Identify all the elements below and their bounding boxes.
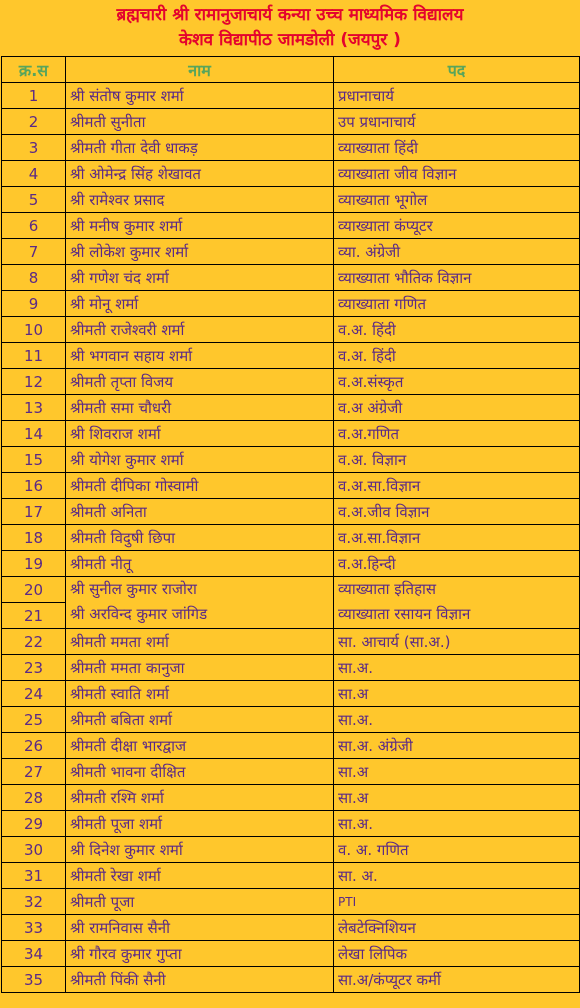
serial-number-cell: 1 (2, 83, 66, 109)
staff-table-body (2, 83, 580, 993)
name-cell: श्री लोकेश कुमार शर्मा (66, 239, 334, 265)
post-cell: व.अ.सा.विज्ञान (334, 525, 580, 551)
table-row (2, 889, 580, 915)
table-row (2, 629, 580, 655)
post-cell: सा.अ (334, 759, 580, 785)
post-cell: व.अ.जीव विज्ञान (334, 499, 580, 525)
name-cell: श्रीमती अनिता (66, 499, 334, 525)
name-cell: श्रीमती नीतू (66, 551, 334, 577)
name-cell: श्रीमती पूजा शर्मा (66, 811, 334, 837)
table-row (2, 915, 580, 941)
name-cell: श्री गौरव कुमार गुप्ता (66, 941, 334, 967)
table-row (2, 655, 580, 681)
serial-number-cell: 24 (2, 681, 66, 707)
table-row (2, 317, 580, 343)
post-cell: सा.अ (334, 681, 580, 707)
table-row (2, 577, 580, 603)
name-cell: श्री मनीष कुमार शर्मा (66, 213, 334, 239)
serial-number-cell: 7 (2, 239, 66, 265)
column-header-sn: क्र.स (2, 57, 66, 83)
serial-number-cell: 35 (2, 967, 66, 993)
serial-number-cell: 30 (2, 837, 66, 863)
table-row (2, 395, 580, 421)
name-cell: श्रीमती गीता देवी धाकड़ (66, 135, 334, 161)
table-row (2, 343, 580, 369)
name-cell: श्री योगेश कुमार शर्मा (66, 447, 334, 473)
table-row (2, 863, 580, 889)
serial-number-cell: 9 (2, 291, 66, 317)
serial-number-cell: 23 (2, 655, 66, 681)
table-row (2, 369, 580, 395)
table-row (2, 551, 580, 577)
table-header-row (2, 57, 580, 83)
name-cell: श्रीमती तृप्ता विजय (66, 369, 334, 395)
name-cell: श्रीमती समा चौधरी (66, 395, 334, 421)
post-cell: व्याख्याता गणित (334, 291, 580, 317)
table-row (2, 837, 580, 863)
table-row (2, 499, 580, 525)
name-cell: श्री ओमेन्द्र सिंह शेखावत (66, 161, 334, 187)
post-cell: व्याख्याता हिंदी (334, 135, 580, 161)
serial-number-cell: 15 (2, 447, 66, 473)
name-cell: श्रीमती ममता कानुजा (66, 655, 334, 681)
name-cell: श्री शिवराज शर्मा (66, 421, 334, 447)
serial-number-cell: 26 (2, 733, 66, 759)
serial-number-cell: 6 (2, 213, 66, 239)
name-cell: श्रीमती दीक्षा भारद्वाज (66, 733, 334, 759)
table-row (2, 759, 580, 785)
post-cell: उप प्रधानाचार्य (334, 109, 580, 135)
serial-number-cell: 13 (2, 395, 66, 421)
table-row (2, 525, 580, 551)
name-cell: श्री संतोष कुमार शर्मा (66, 83, 334, 109)
serial-number-cell: 25 (2, 707, 66, 733)
post-cell: व. अ. गणित (334, 837, 580, 863)
name-cell: श्री रामनिवास सैनी (66, 915, 334, 941)
name-cell: श्रीमती सुनीता (66, 109, 334, 135)
name-cell: श्रीमती पूजा (66, 889, 334, 915)
serial-number-cell: 28 (2, 785, 66, 811)
table-row (2, 135, 580, 161)
post-cell: व.अ.हिन्दी (334, 551, 580, 577)
table-row (2, 811, 580, 837)
post-cell: व्याख्याता रसायन विज्ञान (338, 605, 471, 623)
serial-number-cell: 20 (2, 577, 66, 603)
table-row (2, 473, 580, 499)
post-cell: व.अ.गणित (334, 421, 580, 447)
name-cell: श्री भगवान सहाय शर्मा (66, 343, 334, 369)
table-row (2, 707, 580, 733)
post-cell: सा. आचार्य (सा.अ.) (334, 629, 580, 655)
table-row (2, 785, 580, 811)
serial-number-cell: 10 (2, 317, 66, 343)
column-header-name: नाम (66, 57, 334, 83)
serial-number-cell: 33 (2, 915, 66, 941)
post-cell: व्याख्याता भूगोल (334, 187, 580, 213)
post-cell: व.अ. हिंदी (334, 343, 580, 369)
name-cell: श्री रामेश्वर प्रसाद (66, 187, 334, 213)
name-cell: श्री सुनील कुमार राजोरा (70, 580, 197, 598)
post-cell: व्या. अंग्रेजी (334, 239, 580, 265)
name-cell: श्री दिनेश कुमार शर्मा (66, 837, 334, 863)
serial-number-cell: 34 (2, 941, 66, 967)
post-cell: लेबटेक्निशियन (334, 915, 580, 941)
name-cell: श्रीमती राजेश्वरी शर्मा (66, 317, 334, 343)
serial-number-cell: 14 (2, 421, 66, 447)
table-row (2, 265, 580, 291)
column-header-post: पद (334, 57, 580, 83)
post-cell-merged (334, 577, 580, 629)
table-row (2, 681, 580, 707)
table-row (2, 967, 580, 993)
serial-number-cell: 31 (2, 863, 66, 889)
post-cell: सा.अ (334, 785, 580, 811)
post-cell: सा.अ. (334, 655, 580, 681)
post-cell: व्याख्याता इतिहास (338, 580, 437, 598)
name-cell: श्रीमती विदुषी छिपा (66, 525, 334, 551)
post-cell: व.अ. विज्ञान (334, 447, 580, 473)
post-cell: सा. अ. (334, 863, 580, 889)
table-row (2, 161, 580, 187)
post-cell: प्रधानाचार्य (334, 83, 580, 109)
post-cell: व.अ अंग्रेजी (334, 395, 580, 421)
name-cell: श्रीमती भावना दीक्षित (66, 759, 334, 785)
school-name: ब्रह्मचारी श्री रामानुजाचार्य कन्या उच्च माध्यमिक विद्यालय (116, 5, 464, 25)
serial-number-cell: 5 (2, 187, 66, 213)
table-row (2, 213, 580, 239)
serial-number-cell: 8 (2, 265, 66, 291)
school-heading (0, 0, 580, 56)
serial-number-cell: 12 (2, 369, 66, 395)
post-cell: व्याख्याता भौतिक विज्ञान (334, 265, 580, 291)
name-cell: श्री गणेश चंद शर्मा (66, 265, 334, 291)
table-row (2, 733, 580, 759)
name-cell: श्रीमती बबिता शर्मा (66, 707, 334, 733)
serial-number-cell: 22 (2, 629, 66, 655)
name-cell: श्रीमती दीपिका गोस्वामी (66, 473, 334, 499)
post-cell: सा.अ. अंग्रेजी (334, 733, 580, 759)
serial-number-cell: 11 (2, 343, 66, 369)
table-row (2, 187, 580, 213)
table-row (2, 291, 580, 317)
post-cell: व.अ.सा.विज्ञान (334, 473, 580, 499)
name-cell: श्रीमती रश्मि शर्मा (66, 785, 334, 811)
name-cell: श्रीमती पिंकी सैनी (66, 967, 334, 993)
serial-number-cell: 32 (2, 889, 66, 915)
post-cell: सा.अ. (334, 811, 580, 837)
post-cell: लेखा लिपिक (334, 941, 580, 967)
post-cell: व्याख्याता कंप्यूटर (334, 213, 580, 239)
post-cell: सा.अ/कंप्यूटर कर्मी (334, 967, 580, 993)
name-cell: श्रीमती रेखा शर्मा (66, 863, 334, 889)
serial-number-cell: 21 (2, 603, 66, 629)
name-cell: श्री अरविन्द कुमार जांगिड (70, 605, 208, 623)
table-row (2, 239, 580, 265)
serial-number-cell: 27 (2, 759, 66, 785)
serial-number-cell: 29 (2, 811, 66, 837)
serial-number-cell: 17 (2, 499, 66, 525)
serial-number-cell: 2 (2, 109, 66, 135)
staff-table (1, 56, 580, 993)
name-cell: श्रीमती ममता शर्मा (66, 629, 334, 655)
name-cell: श्री मोनू शर्मा (66, 291, 334, 317)
serial-number-cell: 19 (2, 551, 66, 577)
school-address: केशव विद्यापीठ जामडोली (जयपुर ) (179, 30, 401, 50)
table-row (2, 447, 580, 473)
table-row (2, 941, 580, 967)
post-cell: सा.अ. (334, 707, 580, 733)
table-row (2, 83, 580, 109)
table-row (2, 421, 580, 447)
name-cell: श्रीमती स्वाति शर्मा (66, 681, 334, 707)
post-cell: PTI (334, 889, 580, 915)
serial-number-cell: 18 (2, 525, 66, 551)
name-cell-merged (66, 577, 334, 629)
post-cell: व.अ.संस्कृत (334, 369, 580, 395)
serial-number-cell: 3 (2, 135, 66, 161)
post-cell: व्याख्याता जीव विज्ञान (334, 161, 580, 187)
serial-number-cell: 4 (2, 161, 66, 187)
table-row (2, 109, 580, 135)
serial-number-cell: 16 (2, 473, 66, 499)
post-cell: व.अ. हिंदी (334, 317, 580, 343)
